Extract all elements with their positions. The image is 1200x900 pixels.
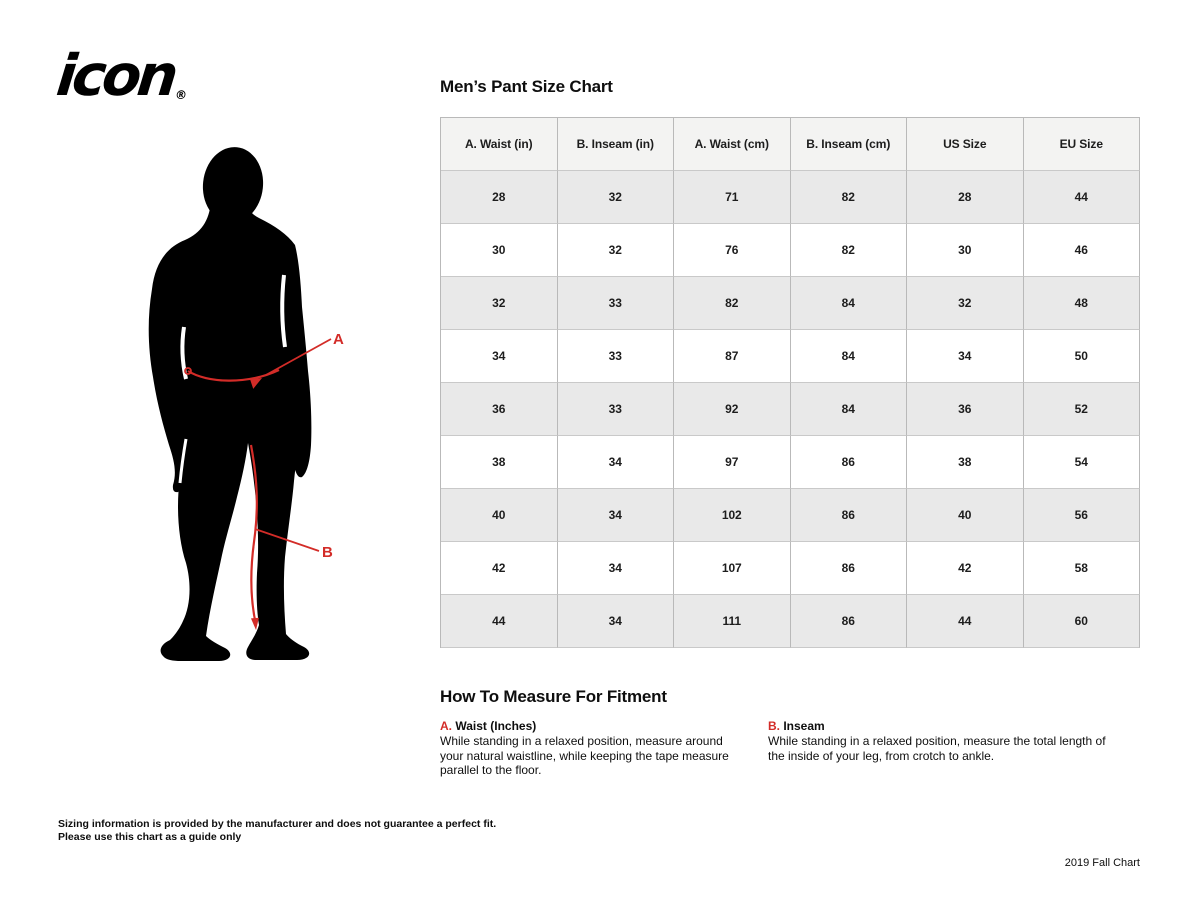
table-row: [441, 595, 1140, 648]
table-cell: 92: [674, 383, 791, 436]
table-cell: 54: [1024, 436, 1141, 489]
column-header: B. Inseam (in): [558, 118, 675, 171]
table-cell: 38: [441, 436, 558, 489]
inseam-label-prefix: B.: [768, 719, 780, 733]
table-cell: 48: [1024, 277, 1141, 330]
table-cell: 86: [791, 489, 908, 542]
table-cell: 87: [674, 330, 791, 383]
table-cell: 60: [1024, 595, 1141, 648]
table-row: [441, 542, 1140, 595]
table-cell: 107: [674, 542, 791, 595]
table-row: [441, 383, 1140, 436]
waist-instruction-label: [440, 719, 735, 733]
logo-text: icon: [53, 43, 178, 109]
table-cell: 33: [558, 277, 675, 330]
table-cell: 38: [907, 436, 1024, 489]
column-header: A. Waist (in): [441, 118, 558, 171]
how-to-measure-section: [440, 687, 1150, 778]
inseam-measure-line: [251, 445, 257, 625]
inseam-instruction-text: While standing in a relaxed position, measure the total length of the inside of your leg, from crotch to ankle.: [768, 734, 1106, 763]
table-cell: 71: [674, 171, 791, 224]
table-cell: 34: [558, 595, 675, 648]
figure-body: [149, 199, 312, 661]
disclaimer-line-1: Sizing information is provided by the manufacturer and does not guarantee a perfect fit.: [58, 818, 497, 830]
icon-brand-logo: [52, 43, 192, 125]
table-cell: 34: [441, 330, 558, 383]
table-cell: 84: [791, 383, 908, 436]
table-cell: 30: [441, 224, 558, 277]
waist-label-prefix: A.: [440, 719, 452, 733]
table-cell: 42: [441, 542, 558, 595]
measurement-figure: [147, 147, 352, 669]
table-cell: 82: [791, 224, 908, 277]
table-cell: 32: [558, 224, 675, 277]
table-cell: 28: [907, 171, 1024, 224]
measure-instruction-waist: [440, 719, 735, 778]
table-cell: 40: [441, 489, 558, 542]
table-cell: 34: [558, 489, 675, 542]
table-cell: 86: [791, 542, 908, 595]
table-cell: 36: [907, 383, 1024, 436]
column-header: EU Size: [1024, 118, 1141, 171]
table-row: [441, 224, 1140, 277]
table-row: [441, 171, 1140, 224]
figure-label-b: B: [322, 544, 333, 561]
table-cell: 56: [1024, 489, 1141, 542]
table-cell: 32: [558, 171, 675, 224]
sizing-disclaimer: [58, 818, 496, 844]
waist-instruction-text: While standing in a relaxed position, measure around your natural waistline, while keeping the tape measure parallel to the floor.: [440, 734, 729, 777]
table-cell: 34: [558, 436, 675, 489]
table-cell: 30: [907, 224, 1024, 277]
chart-version-label: 2019 Fall Chart: [1064, 857, 1140, 869]
table-cell: 44: [907, 595, 1024, 648]
table-cell: 36: [441, 383, 558, 436]
page-title: Men’s Pant Size Chart: [440, 77, 613, 96]
column-header: US Size: [907, 118, 1024, 171]
figure-label-a: A: [333, 331, 344, 348]
male-figure-silhouette: [147, 147, 352, 669]
how-to-title: How To Measure For Fitment: [440, 687, 667, 706]
table-cell: 102: [674, 489, 791, 542]
table-cell: 40: [907, 489, 1024, 542]
table-cell: 32: [441, 277, 558, 330]
table-cell: 86: [791, 595, 908, 648]
table-header-row: [441, 118, 1140, 171]
size-table: [440, 117, 1140, 648]
table-row: [441, 330, 1140, 383]
table-cell: 34: [907, 330, 1024, 383]
table-cell: 44: [1024, 171, 1141, 224]
measure-instruction-inseam: [768, 719, 1113, 778]
table-row: [441, 436, 1140, 489]
table-row: [441, 277, 1140, 330]
table-row: [441, 489, 1140, 542]
table-cell: 52: [1024, 383, 1141, 436]
table-cell: 44: [441, 595, 558, 648]
table-cell: 97: [674, 436, 791, 489]
table-cell: 42: [907, 542, 1024, 595]
table-cell: 33: [558, 330, 675, 383]
table-cell: 46: [1024, 224, 1141, 277]
table-cell: 32: [907, 277, 1024, 330]
inseam-label-text: Inseam: [783, 719, 825, 733]
table-cell: 82: [674, 277, 791, 330]
table-cell: 50: [1024, 330, 1141, 383]
waist-label-text: Waist (Inches): [455, 719, 537, 733]
table-cell: 76: [674, 224, 791, 277]
table-cell: 82: [791, 171, 908, 224]
registered-trademark-icon: ®: [174, 88, 188, 102]
table-cell: 111: [674, 595, 791, 648]
table-cell: 86: [791, 436, 908, 489]
table-cell: 84: [791, 330, 908, 383]
table-cell: 58: [1024, 542, 1141, 595]
table-cell: 34: [558, 542, 675, 595]
disclaimer-line-2: Please use this chart as a guide only: [58, 831, 242, 843]
table-cell: 84: [791, 277, 908, 330]
table-cell: 33: [558, 383, 675, 436]
table-cell: 28: [441, 171, 558, 224]
column-header: B. Inseam (cm): [791, 118, 908, 171]
column-header: A. Waist (cm): [674, 118, 791, 171]
inseam-instruction-label: [768, 719, 1113, 733]
